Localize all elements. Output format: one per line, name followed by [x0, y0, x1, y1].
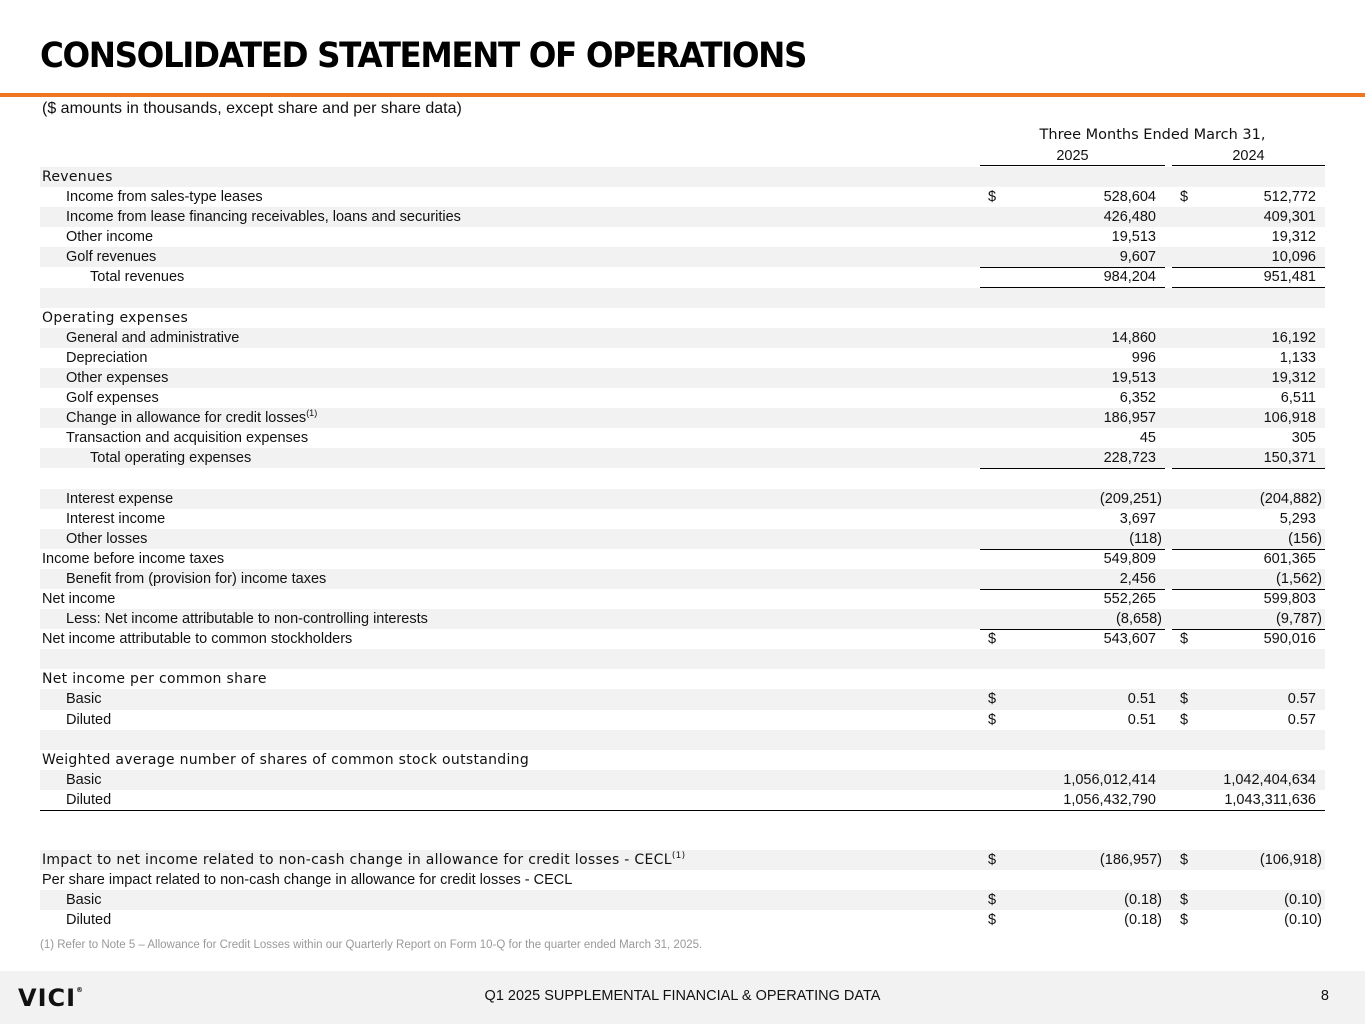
value-cell-2024 [1172, 710, 1325, 730]
row-label: Basic [66, 691, 102, 708]
row-label: Per share impact related to non-cash change in allowance for credit losses - CECL [42, 872, 573, 889]
value-cell-2024 [1172, 790, 1325, 810]
value-cell-2025 [980, 368, 1165, 388]
table-row [40, 569, 1325, 589]
value-cell-2025 [980, 448, 1165, 469]
row-label: General and administrative [66, 329, 240, 346]
currency-sign: $ [988, 631, 997, 648]
amount: (204,882) [1259, 490, 1322, 507]
table-row [40, 468, 1325, 488]
table-row [40, 629, 1325, 649]
currency-sign: $ [1180, 711, 1189, 728]
amount: (0.10) [1284, 912, 1322, 929]
period-header: Three Months Ended March 31, [1039, 127, 1266, 143]
currency-sign: $ [1180, 912, 1189, 929]
row-label: Diluted [66, 912, 112, 929]
currency-sign: $ [1180, 189, 1189, 206]
row-label: Income from lease financing receivables, loans and securities [66, 209, 461, 226]
row-label: Interest income [66, 510, 166, 527]
amount: 19,312 [1271, 229, 1316, 246]
amount: 305 [1291, 430, 1316, 447]
row-label: Other losses [66, 530, 148, 547]
row-label: Depreciation [66, 349, 148, 366]
amount: 984,204 [1103, 269, 1156, 286]
amount: (8,658) [1116, 611, 1162, 628]
amount: 528,604 [1103, 189, 1156, 206]
table-row [40, 448, 1325, 468]
table-row [40, 609, 1325, 629]
row-label: Benefit from (provision for) income taxes [66, 570, 327, 587]
row-label: Basic [66, 892, 102, 909]
table-row [40, 247, 1325, 267]
value-cell-2025 [980, 328, 1165, 348]
amount: 0.51 [1127, 691, 1156, 708]
value-cell-2024 [1172, 368, 1325, 388]
value-cell-2024 [1172, 529, 1325, 550]
amount: 426,480 [1103, 209, 1156, 226]
table-row [40, 770, 1325, 790]
value-cell-2025 [980, 348, 1165, 368]
value-cell-2025 [980, 569, 1165, 590]
row-label: Interest expense [66, 490, 174, 507]
amount: 5,293 [1279, 510, 1316, 527]
row-label: Weighted average number of shares of common stock outstanding [42, 751, 530, 768]
amount: (0.10) [1284, 892, 1322, 909]
row-label: Income from sales-type leases [66, 189, 263, 206]
currency-sign: $ [988, 711, 997, 728]
row-label: Impact to net income related to non-cash change in allowance for credit losses - CECL$^{(1)}$ [42, 851, 686, 869]
value-cell-2024 [1172, 569, 1325, 590]
table-row [40, 227, 1325, 247]
amount: 601,365 [1263, 550, 1316, 567]
amount: 1,043,311,636 [1224, 791, 1316, 808]
amount: (0.18) [1124, 912, 1162, 929]
amount: 10,096 [1271, 249, 1316, 266]
value-cell-2024 [1172, 489, 1325, 509]
table-row [40, 730, 1325, 750]
amount: (186,957) [1099, 852, 1162, 869]
value-cell-2024 [1172, 348, 1325, 368]
row-label: Net income [42, 590, 116, 607]
amount: 1,056,012,414 [1063, 771, 1156, 788]
table-row [40, 890, 1325, 910]
amount: 150,371 [1263, 450, 1316, 467]
currency-sign: $ [1180, 631, 1189, 648]
currency-sign: $ [988, 189, 997, 206]
table-row [40, 509, 1325, 529]
currency-sign: $ [988, 691, 997, 708]
footer-text: Q1 2025 SUPPLEMENTAL FINANCIAL & OPERATING DATA [484, 988, 881, 1004]
amount: 543,607 [1103, 631, 1156, 648]
value-cell-2024 [1172, 408, 1325, 428]
value-cell-2024 [1172, 549, 1325, 569]
row-label: Transaction and acquisition expenses [66, 430, 309, 447]
amount: 996 [1131, 349, 1156, 366]
currency-sign: $ [988, 912, 997, 929]
table-row [40, 408, 1325, 428]
value-cell-2024 [1172, 689, 1325, 709]
value-cell-2025 [980, 227, 1165, 247]
value-cell-2025 [980, 529, 1165, 550]
amount: 228,723 [1103, 450, 1156, 467]
value-cell-2024 [1172, 509, 1325, 529]
footnote: (1) Refer to Note 5 – Allowance for Credit Losses within our Quarterly Report on Form 10-Q for the quarter ended March 31, 2025. [40, 939, 703, 951]
value-cell-2025 [980, 388, 1165, 408]
amount: 14,860 [1111, 329, 1156, 346]
table-separator [40, 810, 1325, 811]
value-cell-2025 [980, 187, 1165, 207]
vici-logo: VICI® [18, 984, 85, 1012]
table-row [40, 790, 1325, 810]
table-row [40, 167, 1325, 187]
amount: 549,809 [1103, 550, 1156, 567]
amount: (209,251) [1099, 490, 1162, 507]
table-row [40, 529, 1325, 549]
value-cell-2025 [980, 489, 1165, 509]
table-row [40, 830, 1325, 850]
table-row [40, 910, 1325, 930]
value-cell-2024 [1172, 850, 1325, 870]
amount: 512,772 [1263, 189, 1316, 206]
amount: (156) [1288, 530, 1322, 547]
table-row [40, 328, 1325, 348]
amount: 0.57 [1287, 691, 1316, 708]
currency-sign: $ [988, 892, 997, 909]
table-row [40, 549, 1325, 569]
table-row [40, 308, 1325, 328]
amount: 951,481 [1263, 269, 1316, 286]
row-label: Total operating expenses [90, 450, 252, 467]
amount: (0.18) [1124, 892, 1162, 909]
value-cell-2024 [1172, 589, 1325, 609]
row-label: Less: Net income attributable to non-controlling interests [66, 611, 428, 628]
row-label: Golf revenues [66, 249, 157, 266]
amount: 19,312 [1271, 369, 1316, 386]
value-cell-2024 [1172, 910, 1325, 930]
table-row [40, 669, 1325, 689]
amount: 16,192 [1271, 329, 1316, 346]
amount: (1,562) [1276, 570, 1322, 587]
value-cell-2024 [1172, 207, 1325, 227]
value-cell-2025 [980, 549, 1165, 569]
value-cell-2024 [1172, 428, 1325, 449]
table-row [40, 850, 1325, 870]
value-cell-2025 [980, 710, 1165, 730]
row-label: Net income per common share [42, 671, 267, 688]
amount: 599,803 [1263, 590, 1316, 607]
value-cell-2024 [1172, 609, 1325, 630]
table-row [40, 368, 1325, 388]
subtitle: ($ amounts in thousands, except share and per share data) [42, 100, 462, 117]
value-cell-2024 [1172, 267, 1325, 288]
year-header-2025: 2025 [980, 148, 1165, 166]
table-row [40, 589, 1325, 609]
value-cell-2024 [1172, 890, 1325, 910]
amount: 106,918 [1263, 410, 1316, 427]
value-cell-2025 [980, 267, 1165, 288]
value-cell-2025 [980, 850, 1165, 870]
amount: 552,265 [1103, 590, 1156, 607]
value-cell-2025 [980, 207, 1165, 227]
row-label: Other income [66, 229, 154, 246]
amount: 1,056,432,790 [1063, 791, 1156, 808]
value-cell-2024 [1172, 770, 1325, 790]
table-row [40, 810, 1325, 830]
amount: 1,133 [1279, 349, 1316, 366]
value-cell-2025 [980, 247, 1165, 268]
table-row [40, 750, 1325, 770]
row-label: Diluted [66, 791, 112, 808]
amount: 409,301 [1263, 209, 1316, 226]
value-cell-2024 [1172, 328, 1325, 348]
value-cell-2024 [1172, 187, 1325, 207]
table-row [40, 207, 1325, 227]
value-cell-2024 [1172, 227, 1325, 247]
value-cell-2025 [980, 689, 1165, 709]
value-cell-2025 [980, 609, 1165, 630]
value-cell-2025 [980, 890, 1165, 910]
row-label: Change in allowance for credit losses$^{(1)}$ [66, 408, 318, 427]
row-label: Net income attributable to common stockholders [42, 631, 353, 648]
row-label: Other expenses [66, 369, 169, 386]
table-row [40, 428, 1325, 448]
amount: 186,957 [1103, 410, 1156, 427]
row-label: Golf expenses [66, 390, 159, 407]
amount: (106,918) [1259, 852, 1322, 869]
table-row [40, 388, 1325, 408]
amount: 9,607 [1119, 249, 1156, 266]
accent-rule [0, 93, 1365, 97]
table-row [40, 288, 1325, 308]
table-row [40, 649, 1325, 669]
row-label: Diluted [66, 711, 112, 728]
row-label: Operating expenses [42, 309, 189, 326]
row-label: Revenues [42, 169, 113, 185]
page-title: CONSOLIDATED STATEMENT OF OPERATIONS [40, 36, 807, 76]
value-cell-2025 [980, 428, 1165, 449]
page-number: 8 [1320, 988, 1329, 1004]
value-cell-2025 [980, 910, 1165, 930]
value-cell-2025 [980, 770, 1165, 790]
amount: (118) [1129, 530, 1162, 547]
amount: 45 [1139, 430, 1156, 447]
value-cell-2024 [1172, 448, 1325, 469]
currency-sign: $ [1180, 691, 1189, 708]
amount: 2,456 [1119, 570, 1156, 587]
amount: 1,042,404,634 [1223, 771, 1316, 788]
row-label: Income before income taxes [42, 550, 225, 567]
amount: 6,352 [1119, 390, 1156, 407]
row-label: Total revenues [90, 269, 185, 286]
table-row [40, 489, 1325, 509]
currency-sign: $ [988, 852, 997, 869]
table-row [40, 348, 1325, 368]
value-cell-2024 [1172, 247, 1325, 268]
value-cell-2025 [980, 509, 1165, 529]
amount: 19,513 [1111, 229, 1156, 246]
currency-sign: $ [1180, 892, 1189, 909]
amount: (9,787) [1276, 611, 1322, 628]
statement-table [40, 167, 1325, 931]
value-cell-2025 [980, 589, 1165, 609]
table-row [40, 689, 1325, 709]
currency-sign: $ [1180, 852, 1189, 869]
amount: 0.57 [1287, 711, 1316, 728]
table-row [40, 870, 1325, 890]
table-row [40, 710, 1325, 730]
value-cell-2025 [980, 790, 1165, 810]
amount: 3,697 [1119, 510, 1156, 527]
amount: 590,016 [1263, 631, 1316, 648]
year-header-2024: 2024 [1172, 148, 1325, 166]
amount: 19,513 [1111, 369, 1156, 386]
amount: 6,511 [1280, 390, 1316, 407]
value-cell-2025 [980, 408, 1165, 428]
table-row [40, 267, 1325, 287]
row-label: Basic [66, 771, 102, 788]
value-cell-2024 [1172, 388, 1325, 408]
table-row [40, 187, 1325, 207]
amount: 0.51 [1127, 711, 1156, 728]
